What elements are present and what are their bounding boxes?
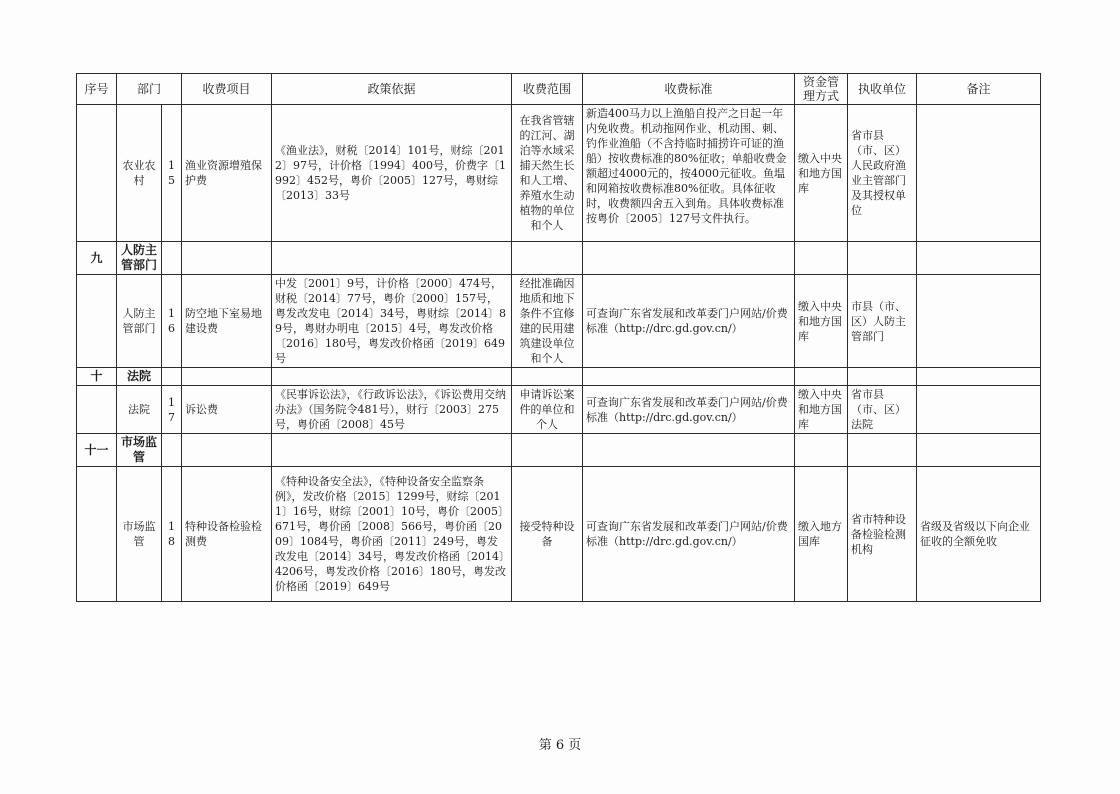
project-cell: 渔业资源增殖保护费: [182, 105, 272, 242]
section-row: [77, 242, 1041, 275]
policy-cell: 《渔业法》，财税〔2014〕101号，财综〔2012〕97号，计价格〔1994〕400号，价费字〔1992〕452号，粤价〔2005〕127号，粤财综〔2013〕33号: [272, 105, 512, 242]
page-number: 第 6 页: [538, 738, 582, 753]
fund-cell: 缴入中央和地方国库: [795, 275, 848, 368]
dept-cell: 法院: [117, 386, 162, 434]
fund-cell: 缴入地方国库: [795, 467, 848, 602]
item-number: 15: [162, 105, 182, 242]
section-dept: 法院: [117, 368, 162, 386]
note-cell: [917, 275, 1041, 368]
empty-cell: [272, 242, 512, 275]
scope-cell: 接受特种设备: [512, 467, 583, 602]
unit-cell: 省市县（市、区）人民政府渔业主管部门及其授权单位: [848, 105, 917, 242]
unit-cell: 市县（市、区）人防主管部门: [848, 275, 917, 368]
empty-cell: [848, 242, 917, 275]
standard-cell: 新造400马力以上渔船自投产之日起一年内免收费。机动拖网作业、机动围、刺、钓作业渔船（不含持临时捕捞许可证的渔船）按收费标准的80%征收；单船收费金额超过4000元的，按4000元征收。鱼塭和网箱按收费标准80%征收。具体征收时，收费额四舍五入到角。具体收费标准按粤价〔2005〕127号文件执行。: [583, 105, 795, 242]
item-number: 18: [162, 467, 182, 602]
standard-cell: 可查询广东省发展和改革委门户网站/价费标准（http://drc.gd.gov.cn/）: [583, 386, 795, 434]
project-cell: 防空地下室易地建设费: [182, 275, 272, 368]
note-cell: 省级及省级以下向企业征收的全额免收: [917, 467, 1041, 602]
header-dept: 部门: [117, 74, 182, 105]
header-scope: 收费范围: [512, 74, 583, 105]
section-row: [77, 434, 1041, 467]
empty-cell: [795, 434, 848, 467]
header-fund: 资金管理方式: [795, 74, 848, 105]
seq-cell: [77, 467, 117, 602]
empty-cell: [917, 368, 1041, 386]
item-number: 16: [162, 275, 182, 368]
empty-cell: [917, 242, 1041, 275]
fee-table: [76, 73, 1041, 602]
empty-cell: [512, 242, 583, 275]
header-unit: 执收单位: [848, 74, 917, 105]
empty-cell: [182, 242, 272, 275]
header-row: [77, 74, 1041, 105]
section-row: [77, 368, 1041, 386]
note-cell: [917, 105, 1041, 242]
section-seq: 九: [77, 242, 117, 275]
seq-cell: [77, 275, 117, 368]
empty-cell: [162, 242, 182, 275]
fund-cell: 缴入中央和地方国库: [795, 386, 848, 434]
header-project: 收费项目: [182, 74, 272, 105]
standard-cell: 可查询广东省发展和改革委门户网站/价费标准（http://drc.gd.gov.cn/）: [583, 275, 795, 368]
empty-cell: [795, 368, 848, 386]
empty-cell: [272, 368, 512, 386]
dept-cell: 农业农村: [117, 105, 162, 242]
dept-cell: 人防主管部门: [117, 275, 162, 368]
project-cell: 诉讼费: [182, 386, 272, 434]
standard-cell: 可查询广东省发展和改革委门户网站/价费标准（http://drc.gd.gov.cn/）: [583, 467, 795, 602]
empty-cell: [512, 434, 583, 467]
section-seq: 十一: [77, 434, 117, 467]
scope-cell: 在我省管辖的江河、湖泊等水域采捕天然生长和人工增、养殖水生动植物的单位和个人: [512, 105, 583, 242]
dept-cell: 市场监管: [117, 467, 162, 602]
note-cell: [917, 386, 1041, 434]
unit-cell: 省市特种设备检验检测机构: [848, 467, 917, 602]
unit-cell: 省市县（市、区）法院: [848, 386, 917, 434]
empty-cell: [512, 368, 583, 386]
scope-cell: 申请诉讼案件的单位和个人: [512, 386, 583, 434]
seq-cell: [77, 386, 117, 434]
empty-cell: [848, 368, 917, 386]
empty-cell: [795, 242, 848, 275]
section-dept: 市场监管: [117, 434, 162, 467]
empty-cell: [583, 434, 795, 467]
table-row: [77, 386, 1041, 434]
section-dept: 人防主管部门: [117, 242, 162, 275]
item-number: 17: [162, 386, 182, 434]
empty-cell: [182, 368, 272, 386]
header-policy: 政策依据: [272, 74, 512, 105]
header-seq: 序号: [77, 74, 117, 105]
header-standard: 收费标准: [583, 74, 795, 105]
seq-cell: [77, 105, 117, 242]
empty-cell: [848, 434, 917, 467]
table-row: [77, 467, 1041, 602]
empty-cell: [583, 368, 795, 386]
empty-cell: [272, 434, 512, 467]
empty-cell: [162, 368, 182, 386]
empty-cell: [917, 434, 1041, 467]
table-row: [77, 105, 1041, 242]
empty-cell: [182, 434, 272, 467]
policy-cell: 《特种设备安全法》，《特种设备安全监察条例》，发改价格〔2015〕1299号，财综〔2011〕16号，财综〔2001〕10号，粤价〔2005〕671号，粤价函〔2008〕566号，粤价函〔2009〕1084号，粤价函〔2011〕249号，粤发改发电〔2014〕34号，粤发改价格函〔2014〕4206号，粤发改价格〔2016〕180号，粤发改价格函〔2019〕649号: [272, 467, 512, 602]
header-note: 备注: [917, 74, 1041, 105]
empty-cell: [162, 434, 182, 467]
scope-cell: 经批准确因地质和地下条件不宜修建的民用建筑建设单位和个人: [512, 275, 583, 368]
table-row: [77, 275, 1041, 368]
policy-cell: 《民事诉讼法》，《行政诉讼法》，《诉讼费用交纳办法》（国务院令481号），财行〔2003〕275号，粤价函〔2008〕45号: [272, 386, 512, 434]
section-seq: 十: [77, 368, 117, 386]
project-cell: 特种设备检验检测费: [182, 467, 272, 602]
policy-cell: 中发〔2001〕9号，计价格〔2000〕474号，财税〔2014〕77号，粤价〔2000〕157号，粤发改发电〔2014〕34号，粤财综〔2014〕89号，粤财办明电〔2015〕4号，粤发改价格〔2016〕180号，粤发改价格函〔2019〕649号: [272, 275, 512, 368]
empty-cell: [583, 242, 795, 275]
fund-cell: 缴入中央和地方国库: [795, 105, 848, 242]
